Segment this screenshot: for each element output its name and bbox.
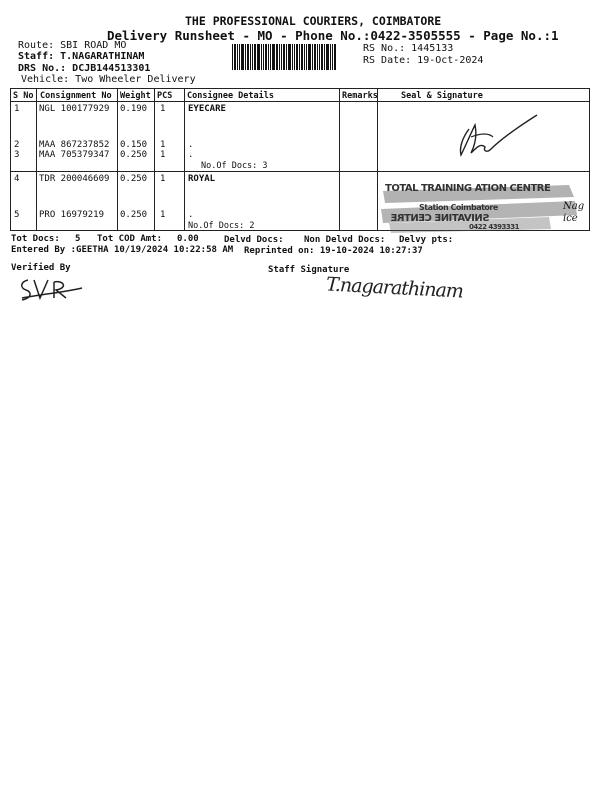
barcode: [232, 44, 356, 70]
col-divider: [377, 89, 378, 230]
table-cell-sno: 5: [14, 210, 20, 220]
delvy-pts-label: Delvy pts:: [399, 235, 454, 245]
stamp-line-1: TOTAL TRAINING ATION CENTRE: [385, 183, 551, 194]
stamp-line-4: SNIVATINE CENTRE: [391, 213, 490, 224]
route-text: Route: SBI ROAD MO: [18, 40, 127, 51]
col-divider: [184, 89, 185, 230]
barcode-bar: [270, 44, 271, 70]
barcode-bar: [288, 44, 291, 70]
barcode-bar: [239, 44, 240, 70]
barcode-bar: [314, 44, 316, 70]
col-header-consignee: Consignee Details: [187, 91, 274, 101]
table-cell-sno: 1: [14, 104, 20, 114]
col-divider: [154, 89, 155, 230]
barcode-bar: [286, 44, 287, 70]
stamp-line-3: 0422 4393331: [469, 223, 520, 231]
col-header-consignment: Consignment No: [40, 91, 112, 101]
barcode-bar: [281, 44, 282, 70]
stamp-line-2: Station Coimbatore: [419, 203, 498, 212]
courier-stamp: [379, 181, 584, 233]
tot-cod-value: 0.00: [177, 234, 199, 244]
col-header-sno: S No: [13, 91, 34, 101]
non-delvd-docs-label: Non Delvd Docs:: [304, 235, 386, 245]
company-title: THE PROFESSIONAL COURIERS, COIMBATORE: [185, 14, 442, 28]
barcode-bar: [265, 44, 267, 70]
barcode-bar: [261, 44, 262, 70]
barcode-bar: [306, 44, 307, 70]
barcode-bar: [334, 44, 336, 70]
col-header-seal: Seal & Signature: [401, 91, 483, 101]
barcode-bar: [237, 44, 238, 70]
entered-by: Entered By :GEETHA 10/19/2024 10:22:58 AM: [11, 245, 234, 255]
table-cell-consignee: .: [188, 210, 194, 220]
barcode-bar: [312, 44, 313, 70]
table-cell-consignee: ROYAL: [188, 174, 216, 184]
verified-signature: [14, 274, 94, 304]
col-divider: [117, 89, 118, 230]
barcode-bar: [299, 44, 300, 70]
col-header-remarks: Remarks: [342, 91, 378, 101]
barcode-bar: [296, 44, 298, 70]
barcode-bar: [294, 44, 295, 70]
docs-count-group2: No.Of Docs: 2: [188, 221, 255, 231]
barcode-bar: [283, 44, 285, 70]
table-cell-weight: 0.190: [120, 104, 148, 114]
col-header-pcs: PCS: [157, 91, 173, 101]
rs-number: RS No.: 1445133: [363, 43, 454, 54]
table-cell-consignment: PRO 16979219: [39, 210, 105, 220]
runsheet-table: [10, 88, 590, 231]
col-divider: [36, 89, 37, 230]
reprinted-on: Reprinted on: 19-10-2024 10:27:37: [244, 246, 423, 256]
table-cell-consignee: .: [188, 140, 194, 150]
barcode-bar: [304, 44, 305, 70]
staff-text: Staff: T.NAGARATHINAM: [18, 51, 145, 62]
barcode-bar: [326, 44, 329, 70]
col-divider: [339, 89, 340, 230]
vehicle-text: Vehicle: Two Wheeler Delivery: [21, 74, 196, 85]
docs-count-group1: No.Of Docs: 3: [201, 161, 268, 171]
table-cell-pcs: 1: [160, 150, 166, 160]
barcode-bar: [252, 44, 253, 70]
barcode-bar: [301, 44, 303, 70]
verified-by-label: Verified By: [11, 263, 71, 273]
runsheet-title: Delivery Runsheet - MO - Phone No.:0422-3505555 - Page No.:1: [107, 28, 559, 43]
barcode-bar: [332, 44, 333, 70]
rs-date: RS Date: 19-Oct-2024: [363, 55, 484, 66]
table-cell-sno: 3: [14, 150, 20, 160]
col-header-weight: Weight: [120, 91, 151, 101]
barcode-bar: [308, 44, 311, 70]
header-divider: [11, 101, 589, 102]
barcode-bar: [250, 44, 251, 70]
staff-signature-label: Staff Signature: [268, 265, 350, 275]
table-cell-weight: 0.250: [120, 174, 148, 184]
barcode-bar: [272, 44, 275, 70]
barcode-bar: [257, 44, 260, 70]
consignee-signature: [441, 107, 551, 167]
table-cell-weight: 0.250: [120, 150, 148, 160]
barcode-bar: [279, 44, 280, 70]
barcode-bar: [292, 44, 293, 70]
table-cell-sno: 4: [14, 174, 20, 184]
group-divider: [11, 171, 589, 172]
table-cell-consignment: TDR 200046609: [39, 174, 110, 184]
table-cell-consignee: .: [188, 150, 194, 160]
barcode-bar: [247, 44, 249, 70]
table-cell-sno: 2: [14, 140, 20, 150]
barcode-bar: [232, 44, 233, 70]
tot-cod-label: Tot COD Amt:: [97, 234, 163, 244]
table-cell-consignment: MAA 705379347: [39, 150, 110, 160]
table-cell-pcs: 1: [160, 210, 166, 220]
tot-docs-label: Tot Docs:: [11, 234, 60, 244]
barcode-bar: [234, 44, 236, 70]
barcode-bar: [330, 44, 331, 70]
table-cell-pcs: 1: [160, 140, 166, 150]
table-cell-pcs: 1: [160, 174, 166, 184]
table-cell-consignment: MAA 867237852: [39, 140, 110, 150]
barcode-bar: [245, 44, 246, 70]
table-cell-weight: 0.250: [120, 210, 148, 220]
barcode-bar: [241, 44, 244, 70]
barcode-bar: [317, 44, 318, 70]
barcode-bar: [319, 44, 320, 70]
barcode-bar: [321, 44, 323, 70]
barcode-bar: [268, 44, 269, 70]
stamp-handwritten: Nag ice: [563, 201, 585, 224]
table-cell-consignee: EYECARE: [188, 104, 226, 114]
tot-docs-value: 5: [75, 234, 81, 244]
barcode-bar: [263, 44, 264, 70]
table-cell-weight: 0.150: [120, 140, 148, 150]
barcode-bar: [254, 44, 256, 70]
barcode-bar: [276, 44, 278, 70]
staff-signature: T.nagarathinam: [325, 273, 464, 303]
table-cell-consignment: NGL 100177929: [39, 104, 110, 114]
drs-number: DRS No.: DCJB144513301: [18, 63, 151, 74]
barcode-bar: [324, 44, 325, 70]
table-cell-pcs: 1: [160, 104, 166, 114]
delvd-docs-label: Delvd Docs:: [224, 235, 284, 245]
